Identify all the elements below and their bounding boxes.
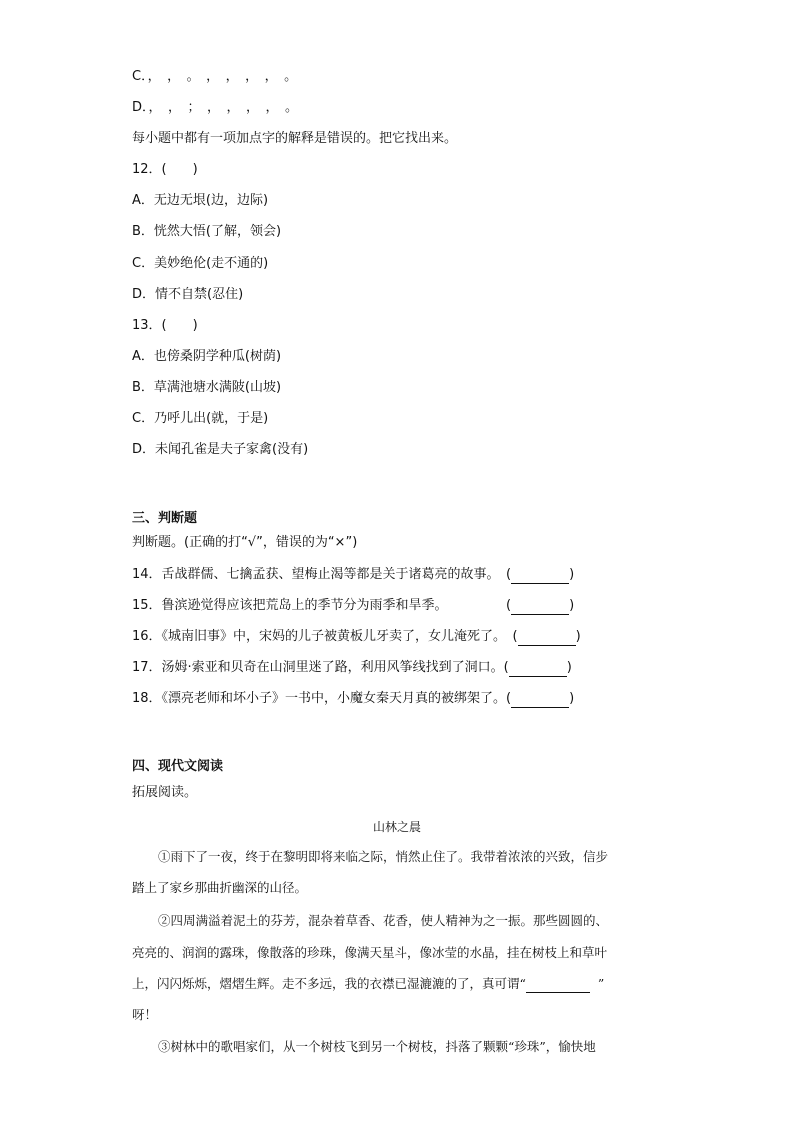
question-12-option-b: B．恍然大悟(了解，领会) (132, 224, 282, 239)
close-quote: ” (597, 976, 605, 991)
answer-blank[interactable] (511, 693, 569, 708)
question-12-option-d: D．情不自禁(忍住) (132, 287, 244, 302)
passage-paragraph-1-line-1: ①雨下了一夜，终于在黎明即将来临之际，悄然止住了。我带着浓浓的兴致，信步 (158, 849, 609, 864)
passage-text: 上，闪闪烁烁，熠熠生辉。走不多远，我的衣襟已湿漉漉的了，真可谓“ (132, 976, 526, 991)
close-paren: ) (569, 598, 575, 613)
option-d-punctuation: D．， ， ； ， ， ， ， 。 (132, 100, 299, 115)
question-13-option-b: B．草满池塘水满陂(山坡) (132, 380, 282, 395)
question-13-option-a: A．也傍桑阴学种瓜(树荫) (132, 349, 282, 364)
answer-blank[interactable] (511, 569, 569, 584)
section-3-instruction: 判断题。(正确的打“√”，错误的为“×”) (132, 535, 358, 550)
answer-blank[interactable] (518, 631, 576, 646)
close-paren: ) (575, 629, 581, 644)
judgment-item-text: 17．汤姆·索亚和贝奇在山洞里迷了路，利用风筝线找到了洞口。( (132, 660, 509, 675)
question-12-option-c: C．美妙绝伦(走不通的) (132, 256, 269, 271)
judgment-item-16 (132, 628, 581, 646)
instruction-dotted-words: 每小题中都有一项加点字的解释是错误的。把它找出来。 (132, 131, 458, 146)
question-13-option-c: C．乃呼儿出(就，于是) (132, 411, 269, 426)
section-3-heading: 三、判断题 (132, 511, 198, 526)
question-12-option-a: A．无边无垠(边，边际) (132, 193, 269, 208)
question-13-option-d: D．未闻孔雀是夫子家禽(没有) (132, 442, 309, 457)
judgment-item-18 (132, 690, 574, 708)
section-4-instruction: 拓展阅读。 (132, 785, 198, 800)
judgment-item-17 (132, 659, 572, 677)
passage-title: 山林之晨 (372, 820, 421, 834)
question-12-stem: 12．( ) (132, 162, 198, 177)
passage-paragraph-3-line-1: ③树林中的歌唱家们，从一个树枝飞到另一个树枝，抖落了颗颗“珍珠”，愉快地 (158, 1039, 596, 1054)
judgment-item-text: 16．《城南旧事》中，宋妈的儿子被黄板儿牙卖了，女儿淹死了。 ( (132, 629, 518, 644)
judgment-item-15 (132, 597, 574, 615)
passage-paragraph-2-line-3 (132, 975, 604, 993)
answer-blank[interactable] (511, 600, 569, 615)
judgment-item-text: 18．《漂亮老师和坏小子》一书中，小魔女秦天月真的被绑架了。( (132, 691, 512, 706)
passage-paragraph-1-line-2: 踏上了家乡那曲折幽深的山径。 (132, 880, 308, 895)
passage-paragraph-2-line-2: 亮亮的、润润的露珠，像散落的珍珠，像满天星斗，像冰莹的水晶，挂在树枝上和草叶 (132, 945, 608, 960)
section-4-heading: 四、现代文阅读 (132, 759, 224, 774)
judgment-item-text: 15．鲁滨逊觉得应该把荒岛上的季节分为雨季和旱季。 ( (132, 598, 512, 613)
passage-paragraph-2-line-1: ②四周满溢着泥土的芬芳，混杂着草香、花香，使人精神为之一振。那些圆圆的、 (158, 913, 609, 928)
judgment-item-text: 14．舌战群儒、七擒孟获、望梅止渴等都是关于诸葛亮的故事。 ( (132, 567, 512, 582)
close-paren: ) (566, 660, 572, 675)
passage-paragraph-2-line-4: 呀！ (132, 1007, 158, 1022)
fill-in-blank[interactable] (526, 978, 590, 993)
option-c-punctuation: C．， ， 。 ， ， ， ， 。 (132, 69, 298, 84)
close-paren: ) (569, 567, 575, 582)
judgment-item-14 (132, 566, 574, 584)
answer-blank[interactable] (509, 662, 567, 677)
close-paren: ) (569, 691, 575, 706)
question-13-stem: 13．( ) (132, 318, 198, 333)
